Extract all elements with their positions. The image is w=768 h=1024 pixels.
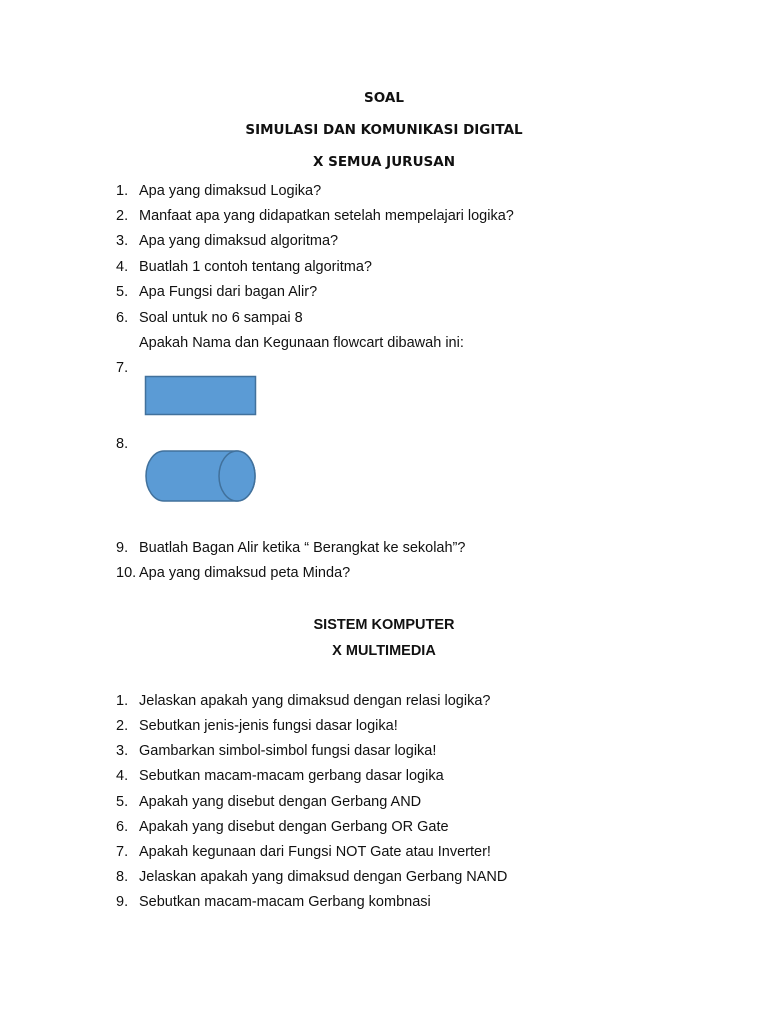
list-item <box>116 310 303 326</box>
list-item <box>116 693 490 709</box>
question-number: 4. <box>116 768 129 784</box>
question-text: Buatlah Bagan Alir ketika “ Berangkat ke sekolah”? <box>139 540 466 556</box>
question-number: 1. <box>116 693 129 709</box>
question-text: Manfaat apa yang didapatkan setelah mempelajari logika? <box>139 208 514 224</box>
question-number: 8. <box>116 869 129 885</box>
question-text: Apakah yang disebut dengan Gerbang AND <box>139 794 422 810</box>
question-number: 7. <box>116 844 129 860</box>
instruction-line <box>116 335 464 351</box>
question-text: Sebutkan macam-macam gerbang dasar logika <box>139 768 444 784</box>
question-text: Buatlah 1 contoh tentang algoritma? <box>139 259 372 275</box>
question-number: 2. <box>116 208 129 224</box>
question-text: Sebutkan jenis-jenis fungsi dasar logika! <box>139 718 398 734</box>
question-number: 1. <box>116 183 129 199</box>
list-item <box>116 259 372 275</box>
list-item <box>116 436 139 452</box>
instruction-text: Apakah Nama dan Kegunaan flowcart dibawah ini: <box>139 335 464 351</box>
list-item <box>116 768 444 784</box>
list-item <box>116 540 465 556</box>
question-number: 10. <box>116 565 137 581</box>
list-item <box>116 743 436 759</box>
question-text: Jelaskan apakah yang dimaksud dengan relasi logika? <box>139 693 491 709</box>
list-item <box>116 565 350 581</box>
question-number: 2. <box>116 718 129 734</box>
subject-title: SIMULASI DAN KOMUNIKASI DIGITAL <box>245 122 523 138</box>
question-text: Sebutkan macam-macam Gerbang kombnasi <box>139 894 431 910</box>
question-text: Jelaskan apakah yang dimaksud dengan Gerbang NAND <box>139 869 508 885</box>
question-number: 8. <box>116 436 129 452</box>
list-item <box>116 233 338 249</box>
question-number: 6. <box>116 819 129 835</box>
flowchart-cylinder-storage <box>144 449 258 503</box>
class-title: X MULTIMEDIA <box>332 643 436 659</box>
question-text: Apa yang dimaksud algoritma? <box>139 233 339 249</box>
question-number: 4. <box>116 259 129 275</box>
question-text: Apa yang dimaksud Logika? <box>139 183 322 199</box>
list-item <box>116 284 317 300</box>
class-title: X SEMUA JURUSAN <box>313 154 455 170</box>
list-item <box>116 894 431 910</box>
doc-title: SOAL <box>364 90 404 106</box>
question-number: 5. <box>116 794 129 810</box>
subject-title: SISTEM KOMPUTER <box>313 617 455 633</box>
question-text: Apa yang dimaksud peta Minda? <box>139 565 351 581</box>
question-text: Gambarkan simbol-simbol fungsi dasar logika! <box>139 743 437 759</box>
question-text: Apakah yang disebut dengan Gerbang OR Gate <box>139 819 449 835</box>
question-number: 3. <box>116 233 129 249</box>
question-number: 7. <box>116 360 129 376</box>
list-item <box>116 208 514 224</box>
flowchart-process-rectangle <box>144 375 258 417</box>
question-number: 3. <box>116 743 129 759</box>
question-text: Apakah kegunaan dari Fungsi NOT Gate atau Inverter! <box>139 844 491 860</box>
question-text: Apa Fungsi dari bagan Alir? <box>139 284 318 300</box>
list-item <box>116 183 321 199</box>
question-number: 6. <box>116 310 129 326</box>
question-number: 5. <box>116 284 129 300</box>
list-item <box>116 844 491 860</box>
question-text: Soal untuk no 6 sampai 8 <box>139 310 303 326</box>
list-item <box>116 819 449 835</box>
question-number: 9. <box>116 894 129 910</box>
list-item <box>116 360 139 376</box>
list-item <box>116 794 421 810</box>
list-item <box>116 869 507 885</box>
question-number: 9. <box>116 540 129 556</box>
list-item <box>116 718 398 734</box>
